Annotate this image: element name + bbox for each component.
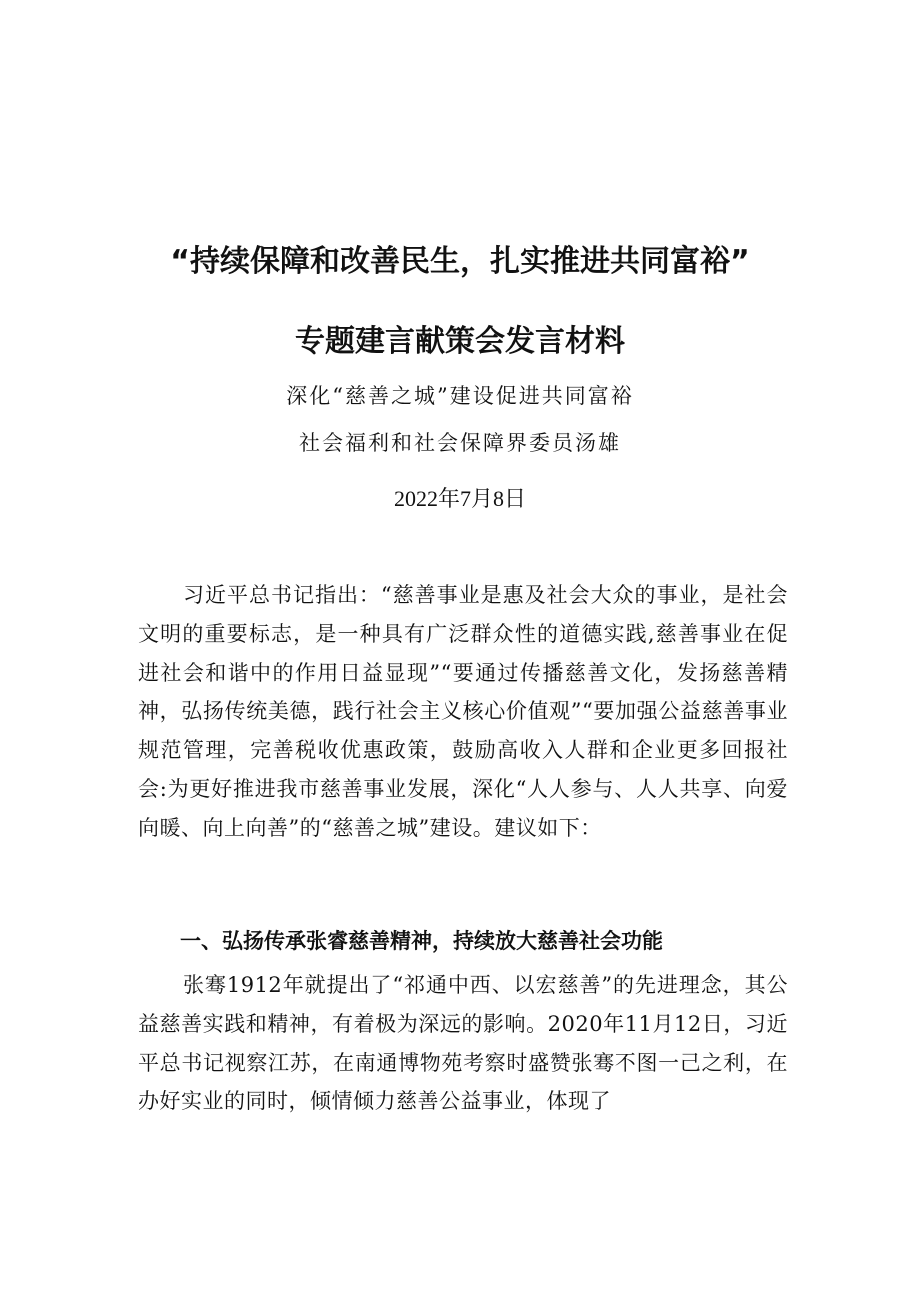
document-title-line-1: “持续保障和改善民生，扎实推进共同富裕” bbox=[170, 244, 750, 279]
section-heading-1: 一、弘扬传承张睿慈善精神，持续放大慈善社会功能 bbox=[180, 929, 663, 953]
body-paragraph-1: 习近平总书记指出：“慈善事业是惠及社会大众的事业，是社会文明的重要标志，是一种具有广泛群众性的道德实践,慈善事业在促进社会和谐中的作用日益显现”“要通过传播慈善文化，发扬慈善精神，弘扬传统美德，践行社会主义核心价值观”“要加强公益慈善事业规范管理，完善税收优惠政策，鼓励高收入人群和企业更多回报社会:为更好推进我市慈善事业发展，深化“人人参与、人人共享、向爱向暖、向上向善”的“慈善之城”建设。建议如下： bbox=[138, 583, 788, 840]
document-title-line-2: 专题建言献策会发言材料 bbox=[295, 324, 625, 359]
document-author: 社会福利和社会保障界委员汤雄 bbox=[299, 431, 621, 455]
body-paragraph-2: 张骞1912年就提出了“祁通中西、以宏慈善”的先进理念，其公益慈善实践和精神，有着极为深远的影响。2020年11月12日，习近平总书记视察江苏，在南通博物苑考察时盛赞张骞不图一己之利，在办好实业的同时，倾情倾力慈善公益事业，体现了 bbox=[138, 973, 788, 1114]
document-subtitle: 深化“慈善之城”建设促进共同富裕 bbox=[286, 384, 634, 408]
document-date: 2022年7月8日 bbox=[393, 486, 526, 511]
